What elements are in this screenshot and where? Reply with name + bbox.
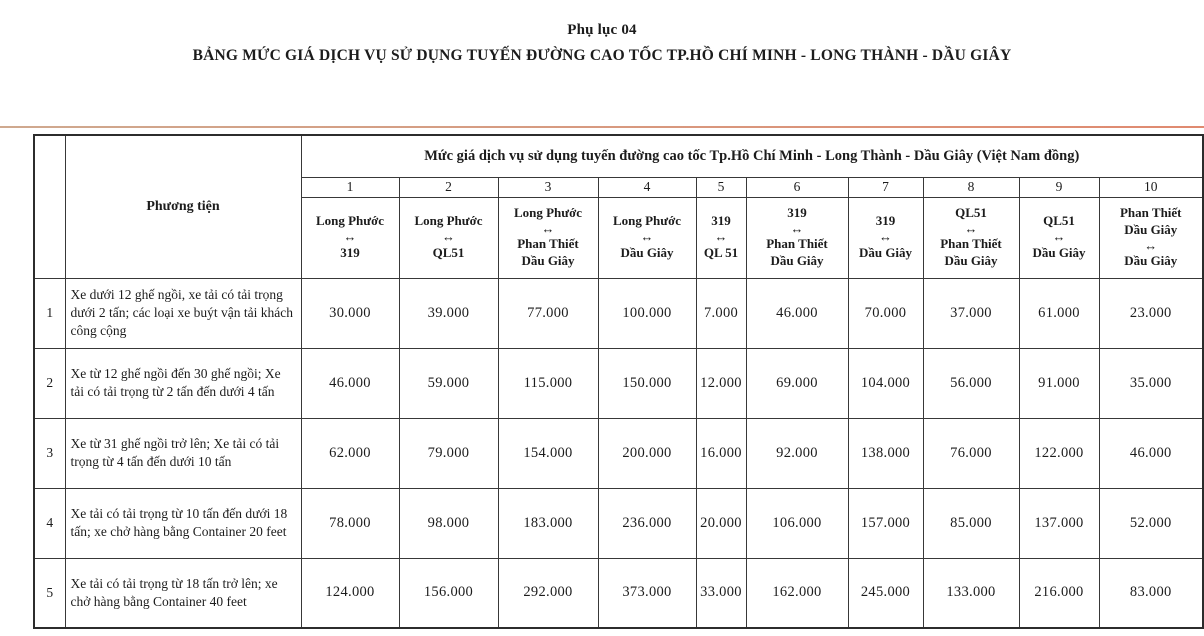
price-value: 62.000 [301,418,399,488]
page-title: BẢNG MỨC GIÁ DỊCH VỤ SỬ DỤNG TUYẾN ĐƯỜNG CAO TỐC TP.HỒ CHÍ MINH - LONG THÀNH - DẦU GIÂY [192,47,1012,64]
price-value: 61.000 [1019,278,1099,348]
route-header-cell [399,197,498,278]
column-number: 10 [1099,177,1203,197]
price-value: 46.000 [746,278,848,348]
column-number: 9 [1019,177,1099,197]
price-value: 30.000 [301,278,399,348]
route-arrow-icon: ↔ [714,229,728,245]
price-value: 76.000 [923,418,1019,488]
route-arrow-icon: ↔ [1144,237,1158,253]
price-value: 23.000 [1099,278,1203,348]
price-value: 46.000 [1099,418,1203,488]
appendix-label: Phụ lục 04 [567,22,637,38]
route-header-cell [1019,197,1099,278]
route-header-cell [696,197,746,278]
row-number: 4 [34,488,65,558]
price-value: 52.000 [1099,488,1203,558]
price-value: 183.000 [498,488,598,558]
price-value: 138.000 [848,418,923,488]
price-value: 292.000 [498,558,598,628]
price-value: 16.000 [696,418,746,488]
route-endpoint-label: Long Phước [513,205,583,221]
table-row [34,348,1203,418]
route-endpoint-label: Dầu Giây [620,244,674,260]
route-header-cell [923,197,1019,278]
price-value: 157.000 [848,488,923,558]
row-number: 1 [34,278,65,348]
price-value: 12.000 [696,348,746,418]
price-value: 78.000 [301,488,399,558]
route-endpoint-label: QL51 [955,205,987,221]
price-value: 79.000 [399,418,498,488]
column-number: 2 [399,177,498,197]
price-value: 59.000 [399,348,498,418]
vehicle-description: Xe tải có tải trọng từ 18 tấn trở lên; xe chở hàng bằng Container 40 feet [65,558,301,628]
route-endpoint-label: QL51 [432,244,465,260]
route-endpoint-label: Dầu Giây [1032,244,1086,260]
price-value: 69.000 [746,348,848,418]
vehicle-description: Xe dưới 12 ghế ngồi, xe tải có tải trọng dưới 2 tấn; các loại xe buýt vận tải khách công cộng [65,278,301,348]
price-value: 7.000 [696,278,746,348]
price-value: 83.000 [1099,558,1203,628]
vehicle-description: Xe từ 31 ghế ngồi trở lên; Xe tải có tải trọng từ 4 tấn đến dưới 10 tấn [65,418,301,488]
column-number: 6 [746,177,848,197]
route-arrow-icon: ↔ [964,220,978,236]
column-number: 7 [848,177,923,197]
table-row [34,558,1203,628]
price-value: 236.000 [598,488,696,558]
price-value: 33.000 [696,558,746,628]
toll-price-table [33,134,1204,629]
route-endpoint-label: Long Phước [612,213,682,229]
price-value: 77.000 [498,278,598,348]
route-endpoint-label: 319 [340,244,360,260]
route-endpoint-label: Dầu Giây [521,253,575,269]
price-value: 200.000 [598,418,696,488]
price-value: 124.000 [301,558,399,628]
price-value: 100.000 [598,278,696,348]
column-number: 5 [696,177,746,197]
route-endpoint-label: Phan Thiết [940,236,1002,252]
route-header-cell [498,197,598,278]
vehicle-description: Xe từ 12 ghế ngồi đến 30 ghế ngồi; Xe tải có tải trọng từ 2 tấn đến dưới 4 tấn [65,348,301,418]
row-number: 2 [34,348,65,418]
price-value: 133.000 [923,558,1019,628]
route-arrow-icon: ↔ [1052,229,1066,245]
route-arrow-icon: ↔ [790,220,804,236]
route-endpoint-label: Phan Thiết [766,236,828,252]
route-endpoint-label: Long Phước [414,213,483,229]
row-number-column-header [34,135,65,278]
route-arrow-icon: ↔ [343,229,357,245]
table-row [34,278,1203,348]
table-header-group-row [34,135,1203,177]
route-header-cell [1099,197,1203,278]
route-endpoint-label: Phan Thiết [517,236,579,252]
route-endpoint-label: Dầu Giây [1124,221,1178,237]
price-value: 20.000 [696,488,746,558]
price-value: 91.000 [1019,348,1099,418]
price-value: 104.000 [848,348,923,418]
price-value: 56.000 [923,348,1019,418]
route-endpoint-label: 319 [875,213,896,229]
route-arrow-icon: ↔ [442,229,455,245]
route-header-cell [301,197,399,278]
price-value: 70.000 [848,278,923,348]
route-arrow-icon: ↔ [879,229,892,245]
price-value: 98.000 [399,488,498,558]
route-endpoint-label: Dầu Giây [770,253,824,269]
price-value: 162.000 [746,558,848,628]
price-value: 85.000 [923,488,1019,558]
route-endpoint-label: Dầu Giây [858,244,913,260]
price-value: 150.000 [598,348,696,418]
price-group-header: Mức giá dịch vụ sử dụng tuyến đường cao tốc Tp.Hồ Chí Minh - Long Thành - Dầu Giây (Việt Nam đồng) [301,135,1203,177]
row-number: 3 [34,418,65,488]
row-number: 5 [34,558,65,628]
route-endpoint-label: QL51 [1043,213,1075,229]
price-value: 154.000 [498,418,598,488]
route-header-cell [746,197,848,278]
price-value: 122.000 [1019,418,1099,488]
accent-divider-line [0,126,1204,128]
price-value: 245.000 [848,558,923,628]
route-arrow-icon: ↔ [640,229,654,245]
price-value: 115.000 [498,348,598,418]
route-endpoint-label: QL 51 [703,244,739,260]
price-value: 46.000 [301,348,399,418]
route-endpoint-label: Dầu Giây [944,253,998,269]
column-number: 8 [923,177,1019,197]
price-value: 35.000 [1099,348,1203,418]
route-endpoint-label: 319 [787,205,807,221]
price-value: 373.000 [598,558,696,628]
price-value: 39.000 [399,278,498,348]
vehicle-column-header: Phương tiện [65,135,301,278]
price-value: 156.000 [399,558,498,628]
route-endpoint-label: 319 [711,213,731,229]
route-endpoint-label: Phan Thiết [1119,205,1182,221]
route-arrow-icon: ↔ [541,220,555,236]
price-value: 37.000 [923,278,1019,348]
price-value: 137.000 [1019,488,1099,558]
column-number: 1 [301,177,399,197]
vehicle-description: Xe tải có tải trọng từ 10 tấn đến dưới 18 tấn; xe chở hàng bằng Container 20 feet [65,488,301,558]
table-row [34,418,1203,488]
document-header [0,0,1204,65]
price-value: 216.000 [1019,558,1099,628]
price-value: 92.000 [746,418,848,488]
column-number: 3 [498,177,598,197]
table-row [34,488,1203,558]
route-header-cell [598,197,696,278]
route-endpoint-label: Long Phước [315,213,385,229]
route-header-cell [848,197,923,278]
column-number: 4 [598,177,696,197]
price-value: 106.000 [746,488,848,558]
route-endpoint-label: Dầu Giây [1124,253,1178,269]
